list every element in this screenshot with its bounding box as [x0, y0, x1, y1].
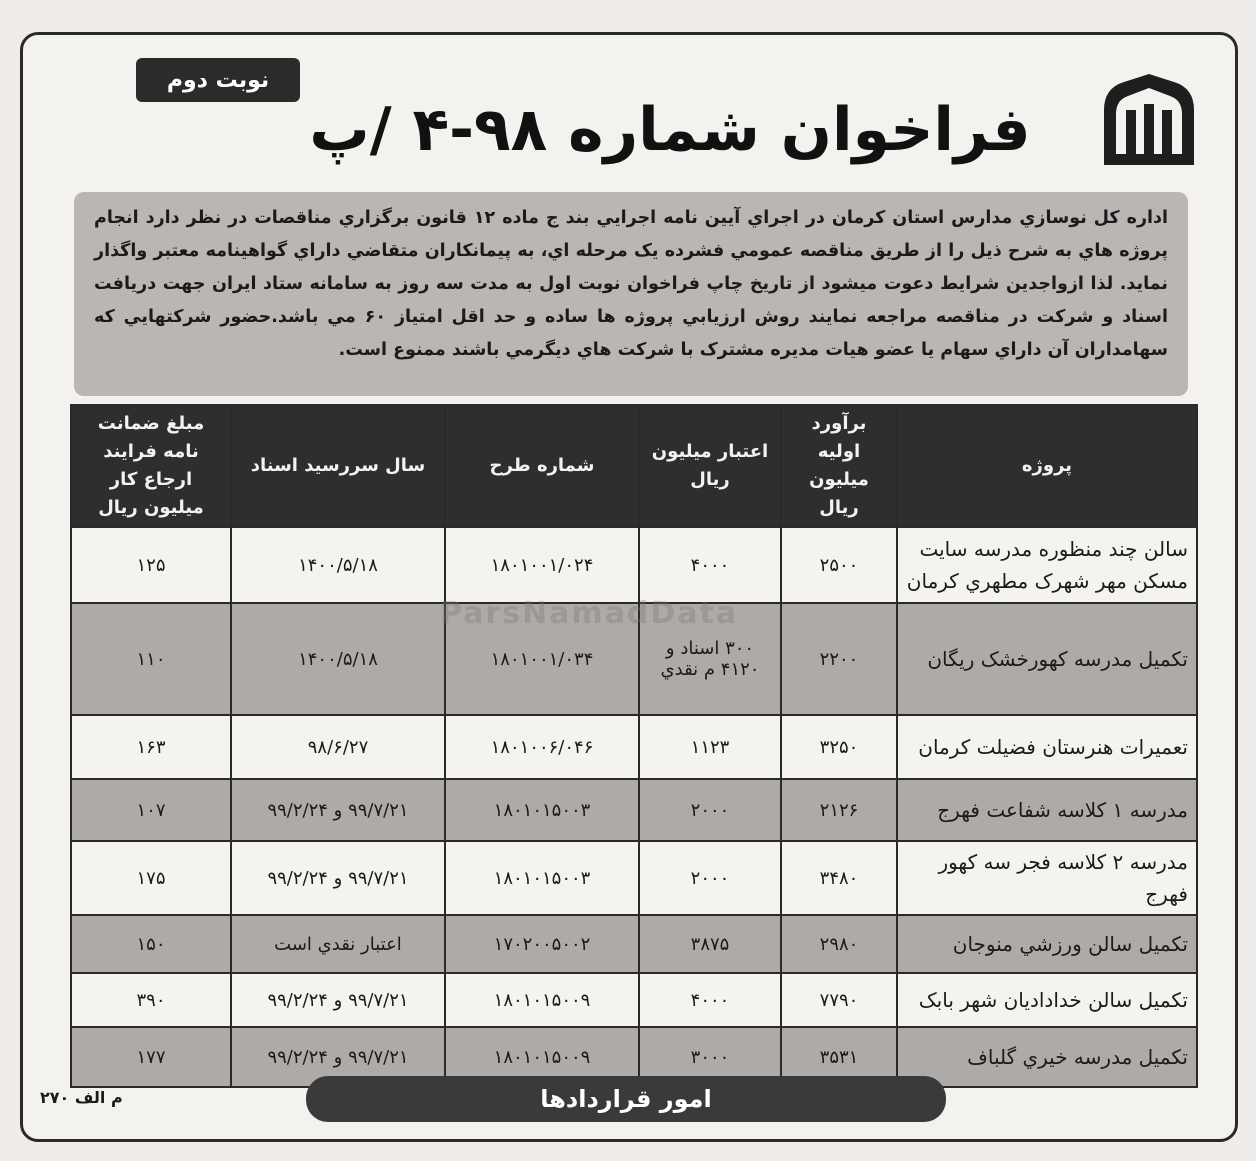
column-header: شماره طرح — [445, 405, 639, 527]
round-badge: نوبت دوم — [136, 58, 300, 102]
table-cell: ۳۹۰ — [71, 973, 231, 1027]
table-cell: ۱۴۰۰/۵/۱۸ — [231, 527, 445, 603]
table-cell: ۳۰۰ اسناد و ۴۱۲۰ م نقدي — [639, 603, 781, 715]
table-row — [71, 973, 1197, 1027]
table-cell: ۱۸۰۱۰۱۵۰۰۳ — [445, 841, 639, 915]
table-cell: ۱۸۰۱۰۰۱/۰۳۴ — [445, 603, 639, 715]
table-cell: سالن چند منظوره مدرسه سايت مسكن مهر شهرک مطهري كرمان — [897, 527, 1197, 603]
table-cell: ۲۱۲۶ — [781, 779, 897, 841]
table-cell: ۱۸۰۱۰۱۵۰۰۹ — [445, 1027, 639, 1087]
table-cell: ۹۸/۶/۲۷ — [231, 715, 445, 779]
table-cell: ۷۷۹۰ — [781, 973, 897, 1027]
notice-code: م الف ۲۷۰ — [40, 1088, 123, 1107]
table-cell: ۹۹/۷/۲۱ و ۹۹/۲/۲۴ — [231, 1027, 445, 1087]
table-row — [71, 915, 1197, 973]
table-cell: ۱۷۷ — [71, 1027, 231, 1087]
table-cell: ۱۲۵ — [71, 527, 231, 603]
notice-title: فراخوان شماره ۹۸-۴ /پ — [309, 95, 1031, 165]
table-cell: تكميل مدرسه خيري گلباف — [897, 1027, 1197, 1087]
table-cell: ۲۰۰۰ — [639, 779, 781, 841]
organization-logo-icon — [1094, 70, 1204, 180]
column-header: مبلغ ضمانت نامه فرايند ارجاع كار ميليون ريال — [71, 405, 231, 527]
projects-table — [70, 404, 1198, 1088]
table-cell: ۹۹/۷/۲۱ و ۹۹/۲/۲۴ — [231, 973, 445, 1027]
table-cell: ۱۸۰۱۰۱۵۰۰۳ — [445, 779, 639, 841]
table-cell: ۹۹/۷/۲۱ و ۹۹/۲/۲۴ — [231, 841, 445, 915]
table-cell: ۱۸۰۱۰۰۶/۰۴۶ — [445, 715, 639, 779]
table-cell: ۳۲۵۰ — [781, 715, 897, 779]
table-row — [71, 715, 1197, 779]
column-header: برآورد اوليه ميليون ريال — [781, 405, 897, 527]
table-header-row — [71, 405, 1197, 527]
table-cell: ۹۹/۷/۲۱ و ۹۹/۲/۲۴ — [231, 779, 445, 841]
table-cell: ۱۱۰ — [71, 603, 231, 715]
table-cell: ۱۱۲۳ — [639, 715, 781, 779]
table-cell: ۱۶۳ — [71, 715, 231, 779]
table-cell: مدرسه ۲ كلاسه فجر سه كهور فهرج — [897, 841, 1197, 915]
table-cell: ۲۰۰۰ — [639, 841, 781, 915]
table-cell: ۲۲۰۰ — [781, 603, 897, 715]
intro-paragraph: اداره كل نوسازي مدارس استان كرمان در اجراي آيين نامه اجرايي بند ج ماده ۱۲ قانون برگزاري مناقصات در نظر دارد انجام پروژه هاي به شرح ذيل را از طريق مناقصه عمومي فشرده يک مرحله اي، به پيمانكاران متقاضي داراي گواهينامه معتبر واگذار نمايد. لذا ازواجدين شرايط دعوت ميشود از تاريخ چاپ فراخوان نوبت اول به مدت سه روز به سامانه ستاد ايران جهت دريافت اسناد و شركت در مناقصه مراجعه نمايند روش ارزيابي پروژه ها ساده و حد اقل امتياز ۶۰ مي باشد.حضور شركتهايي كه سهامداران آن داراي سهام يا عضو هيات مديره مشترک با شركت هاي ديگرمي باشند ممنوع است. — [74, 192, 1188, 396]
table-cell: ۴۰۰۰ — [639, 527, 781, 603]
table-cell: ۲۹۸۰ — [781, 915, 897, 973]
contracts-office-label: امور قراردادها — [306, 1076, 946, 1122]
table-cell: تكميل سالن خداداديان شهر بابک — [897, 973, 1197, 1027]
table-cell: ۳۰۰۰ — [639, 1027, 781, 1087]
table-cell: ۱۵۰ — [71, 915, 231, 973]
table-cell: ۱۴۰۰/۵/۱۸ — [231, 603, 445, 715]
table-cell: ۳۸۷۵ — [639, 915, 781, 973]
table-cell: ۱۷۰۲۰۰۵۰۰۲ — [445, 915, 639, 973]
table-cell: ۳۵۳۱ — [781, 1027, 897, 1087]
table-cell: اعتبار نقدي است — [231, 915, 445, 973]
table-cell: ۲۵۰۰ — [781, 527, 897, 603]
table-cell: ۴۰۰۰ — [639, 973, 781, 1027]
table-row — [71, 841, 1197, 915]
table-cell: مدرسه ۱ كلاسه شفاعت فهرج — [897, 779, 1197, 841]
table-cell: تكميل مدرسه كهورخشک ريگان — [897, 603, 1197, 715]
column-header: پروژه — [897, 405, 1197, 527]
table-cell: ۱۸۰۱۰۰۱/۰۲۴ — [445, 527, 639, 603]
table-row — [71, 779, 1197, 841]
table-cell: ۱۸۰۱۰۱۵۰۰۹ — [445, 973, 639, 1027]
table-cell: ۱۰۷ — [71, 779, 231, 841]
watermark: ParsNamadData — [440, 596, 739, 631]
table-cell: ۳۴۸۰ — [781, 841, 897, 915]
table-cell: ۱۷۵ — [71, 841, 231, 915]
column-header: سال سررسيد اسناد — [231, 405, 445, 527]
table-row — [71, 527, 1197, 603]
column-header: اعتبار ميليون ريال — [639, 405, 781, 527]
table-cell: تكميل سالن ورزشي منوجان — [897, 915, 1197, 973]
table-cell: تعميرات هنرستان فضيلت كرمان — [897, 715, 1197, 779]
